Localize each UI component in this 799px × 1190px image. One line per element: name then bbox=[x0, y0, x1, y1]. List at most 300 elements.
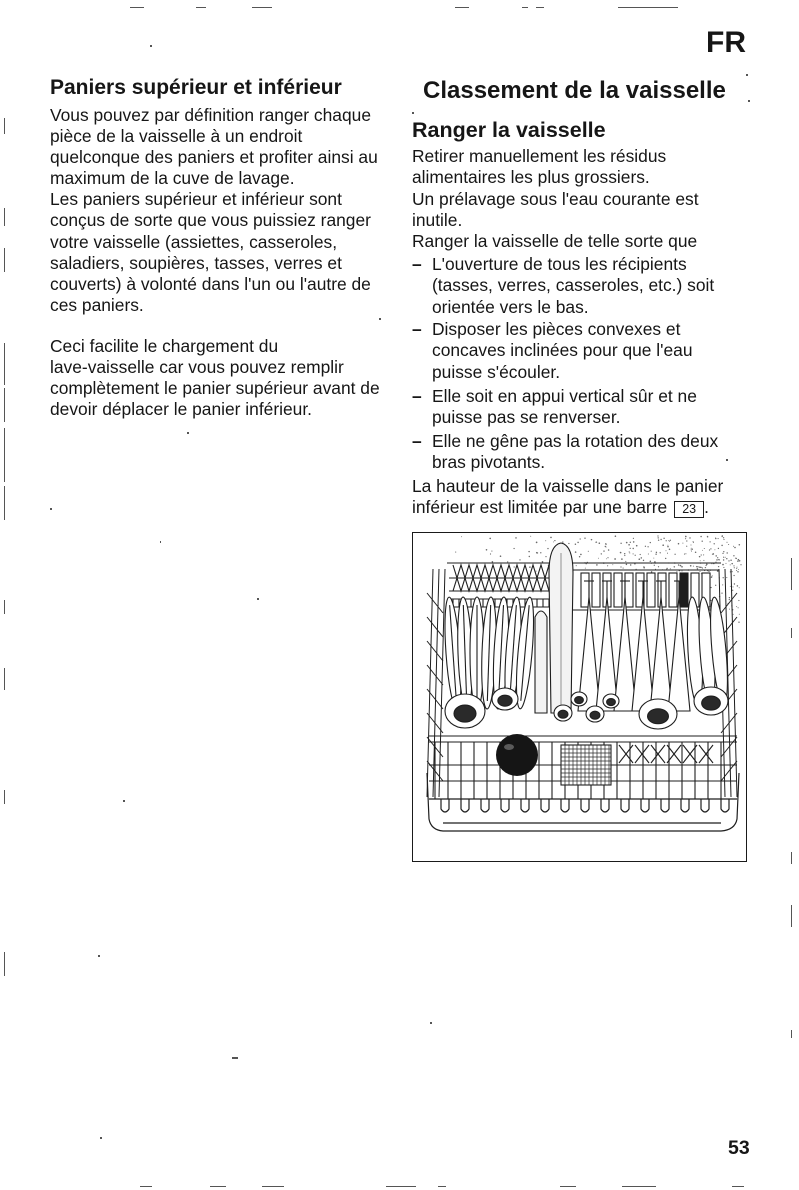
stipple-dot bbox=[728, 560, 729, 561]
stipple-dot bbox=[638, 558, 640, 560]
stipple-dot bbox=[726, 542, 727, 543]
stipple-dot bbox=[529, 556, 530, 557]
scan-artifact bbox=[412, 112, 414, 114]
paragraph-line: maximum de la cuve de lavage. bbox=[50, 168, 295, 189]
paragraph-line: quelconque des paniers et profiter ainsi au bbox=[50, 147, 378, 168]
stipple-dot bbox=[507, 561, 508, 562]
stipple-dot bbox=[736, 570, 737, 571]
stipple-dot bbox=[629, 551, 630, 552]
stipple-dot bbox=[605, 546, 606, 547]
stipple-dot bbox=[714, 549, 715, 550]
scan-artifact bbox=[4, 952, 5, 976]
stipple-dot bbox=[701, 554, 702, 555]
scan-artifact bbox=[232, 1057, 238, 1059]
bullet-line: concaves inclinées pour que l'eau bbox=[432, 340, 693, 361]
stipple-dot bbox=[554, 540, 555, 541]
stipple-dot bbox=[568, 543, 569, 544]
scan-artifact bbox=[522, 7, 528, 8]
scan-artifact bbox=[536, 7, 544, 8]
stipple-dot bbox=[728, 544, 729, 545]
cup-interior bbox=[498, 695, 512, 706]
stipple-dot bbox=[632, 548, 633, 549]
stipple-dot bbox=[575, 543, 576, 544]
stipple-dot bbox=[486, 549, 488, 551]
paragraph-line bbox=[412, 497, 723, 518]
glass bbox=[650, 597, 672, 711]
stipple-dot bbox=[726, 552, 727, 553]
scan-artifact bbox=[732, 1186, 744, 1187]
cup-interior bbox=[558, 710, 568, 718]
bullet-item bbox=[412, 319, 742, 383]
stipple-dot bbox=[615, 535, 617, 537]
stipple-dot bbox=[630, 564, 631, 565]
paragraph-line: Ranger la vaisselle de telle sorte que bbox=[412, 231, 698, 252]
stipple-dot bbox=[607, 557, 608, 558]
stipple-dot bbox=[623, 568, 624, 569]
scan-artifact bbox=[100, 1137, 102, 1139]
scan-artifact bbox=[438, 1186, 446, 1187]
stipple-dot bbox=[650, 542, 651, 543]
stipple-dot bbox=[692, 548, 693, 549]
stipple-dot bbox=[699, 566, 701, 568]
stipple-dot bbox=[665, 558, 666, 559]
left-side-wire bbox=[427, 593, 443, 613]
stipple-dot bbox=[603, 550, 604, 551]
scan-artifact bbox=[746, 74, 748, 76]
stipple-dot bbox=[514, 566, 515, 567]
stipple-dot bbox=[691, 545, 692, 546]
stipple-dot bbox=[536, 542, 538, 544]
basket-foot bbox=[481, 799, 489, 812]
stipple-dot bbox=[624, 553, 625, 554]
cup-interior bbox=[607, 699, 616, 706]
stipple-dot bbox=[676, 571, 677, 572]
scan-artifact bbox=[386, 1186, 416, 1187]
subheading-arranging: Ranger la vaisselle bbox=[412, 118, 606, 142]
scan-artifact bbox=[196, 7, 206, 8]
stipple-dot bbox=[739, 544, 741, 546]
stipple-dot bbox=[599, 542, 601, 544]
stipple-dot bbox=[721, 592, 722, 593]
stipple-dot bbox=[657, 535, 658, 536]
stipple-dot bbox=[685, 538, 686, 539]
stipple-dot bbox=[738, 569, 739, 570]
stipple-dot bbox=[693, 566, 694, 567]
bullet-line: puisse pas se renverser. bbox=[432, 407, 621, 428]
stipple-dot bbox=[737, 571, 739, 573]
stipple-dot bbox=[715, 585, 716, 586]
scan-artifact bbox=[560, 1186, 576, 1187]
stipple-dot bbox=[734, 583, 735, 584]
stipple-dot bbox=[736, 558, 737, 559]
scan-artifact bbox=[160, 541, 161, 543]
stipple-dot bbox=[691, 549, 692, 550]
stipple-dot bbox=[723, 567, 724, 568]
stipple-dot bbox=[540, 552, 541, 553]
stipple-dot bbox=[697, 566, 698, 567]
right-side-wire bbox=[721, 761, 737, 781]
stipple-dot bbox=[651, 551, 652, 552]
scan-artifact bbox=[4, 248, 5, 272]
stipple-dot bbox=[490, 553, 491, 554]
stipple-dot bbox=[682, 543, 683, 544]
back-rack-slot bbox=[647, 573, 655, 607]
stipple-dot bbox=[576, 565, 577, 566]
stipple-dot bbox=[606, 544, 607, 545]
stipple-dot bbox=[591, 539, 593, 541]
bullet-dash: – bbox=[412, 319, 422, 339]
section-heading-loading: Classement de la vaisselle bbox=[423, 77, 726, 104]
stipple-dot bbox=[730, 559, 731, 560]
stipple-dot bbox=[666, 540, 667, 541]
language-tag: FR bbox=[706, 26, 746, 59]
bullet-text bbox=[432, 254, 742, 318]
stipple-dot bbox=[633, 541, 635, 543]
stipple-dot bbox=[715, 555, 717, 557]
stipple-dot bbox=[620, 552, 622, 554]
stipple-dot bbox=[621, 558, 623, 560]
bullet-line: puisse s'écouler. bbox=[432, 361, 561, 382]
stipple-dot bbox=[519, 559, 520, 560]
stipple-dot bbox=[620, 566, 621, 567]
basket-foot bbox=[681, 799, 689, 812]
stipple-dot bbox=[699, 571, 700, 572]
scan-artifact bbox=[379, 318, 381, 320]
basket-foot bbox=[561, 799, 569, 812]
glass bbox=[614, 597, 636, 711]
stipple-dot bbox=[678, 564, 680, 566]
stipple-dot bbox=[633, 553, 634, 554]
paragraph-line: lave-vaisselle car vous pouvez remplir bbox=[50, 357, 344, 378]
stipple-dot bbox=[697, 568, 698, 569]
stipple-dot bbox=[492, 561, 494, 563]
stipple-dot bbox=[702, 550, 703, 551]
stipple-dot bbox=[537, 552, 538, 553]
stipple-dot bbox=[725, 563, 726, 564]
basket-foot bbox=[521, 799, 529, 812]
scan-artifact bbox=[4, 208, 5, 226]
stipple-dot bbox=[588, 551, 589, 552]
bullet-line: Elle soit en appui vertical sûr et ne bbox=[432, 386, 697, 406]
stipple-dot bbox=[667, 553, 668, 554]
stipple-dot bbox=[706, 564, 708, 566]
stipple-dot bbox=[738, 607, 739, 608]
basket-foot bbox=[441, 799, 449, 812]
stipple-dot bbox=[721, 545, 723, 547]
bullet-text bbox=[432, 319, 742, 383]
stipple-dot bbox=[700, 567, 701, 568]
stipple-dot bbox=[732, 571, 733, 572]
stipple-dot bbox=[700, 536, 702, 538]
stipple-dot bbox=[736, 567, 737, 568]
scan-artifact bbox=[791, 852, 792, 864]
scan-artifact bbox=[618, 7, 678, 8]
scan-artifact bbox=[252, 7, 272, 8]
stipple-dot bbox=[733, 565, 734, 566]
scan-artifact bbox=[430, 1022, 432, 1024]
stipple-dot bbox=[729, 597, 730, 598]
stipple-dot bbox=[722, 553, 723, 554]
stipple-dot bbox=[685, 553, 686, 554]
stipple-dot bbox=[580, 554, 582, 556]
stipple-dot bbox=[684, 554, 685, 555]
stipple-dot bbox=[703, 554, 704, 555]
height-limit-paragraph bbox=[412, 476, 723, 519]
figure-frame bbox=[412, 532, 747, 862]
stipple-dot bbox=[666, 550, 667, 551]
paragraph-line: couverts) à volonté dans l'un ou l'autre de bbox=[50, 273, 371, 294]
scan-artifact bbox=[748, 100, 750, 102]
basket-foot bbox=[461, 799, 469, 812]
stipple-dot bbox=[718, 566, 719, 567]
stipple-dot bbox=[624, 555, 625, 556]
stipple-dot bbox=[714, 543, 715, 544]
paragraph-line: conçus de sorte que vous puissiez ranger bbox=[50, 210, 371, 231]
scan-artifact bbox=[791, 905, 792, 927]
stipple-dot bbox=[553, 541, 554, 542]
stipple-dot bbox=[620, 543, 621, 544]
stipple-dot bbox=[740, 564, 741, 565]
stipple-dot bbox=[542, 561, 544, 563]
stipple-dot bbox=[733, 614, 734, 615]
stipple-dot bbox=[669, 541, 670, 542]
basket-foot bbox=[581, 799, 589, 812]
stipple-dot bbox=[703, 560, 704, 561]
stipple-dot bbox=[685, 536, 687, 538]
stipple-dot bbox=[696, 566, 698, 568]
stipple-dot bbox=[545, 540, 546, 541]
stipple-dot bbox=[709, 541, 710, 542]
stipple-dot bbox=[730, 586, 731, 587]
stipple-dot bbox=[601, 553, 602, 554]
bullet-line: bras pivotants. bbox=[432, 452, 546, 473]
loading-intro-paragraph bbox=[412, 146, 699, 252]
bottle bbox=[535, 611, 547, 713]
paragraph-line: alimentaires les plus grossiers. bbox=[412, 167, 650, 188]
line-end-punctuation: . bbox=[704, 497, 709, 518]
stipple-dot bbox=[733, 555, 734, 556]
left-side-wire bbox=[427, 617, 443, 637]
stipple-dot bbox=[667, 545, 668, 546]
stipple-dot bbox=[489, 538, 491, 540]
stipple-dot bbox=[658, 566, 659, 567]
bullet-item bbox=[412, 431, 742, 474]
stipple-dot bbox=[710, 548, 711, 549]
glass bbox=[668, 597, 690, 711]
stipple-dot bbox=[718, 548, 719, 549]
stipple-dot bbox=[713, 553, 714, 554]
paragraph-line: ces paniers. bbox=[50, 294, 144, 315]
page-number: 53 bbox=[728, 1137, 750, 1159]
stipple-dot bbox=[660, 539, 661, 540]
stipple-dot bbox=[716, 559, 718, 561]
stipple-dot bbox=[648, 553, 649, 554]
baskets-paragraph-2 bbox=[50, 336, 380, 420]
stipple-dot bbox=[461, 536, 462, 537]
stipple-dot bbox=[643, 566, 644, 567]
paragraph-line: La hauteur de la vaisselle dans le panier bbox=[412, 476, 724, 496]
stipple-dot bbox=[513, 548, 514, 549]
bullet-line: Elle ne gêne pas la rotation des deux bbox=[432, 431, 719, 451]
scan-artifact bbox=[123, 800, 125, 802]
stipple-dot bbox=[739, 587, 740, 588]
scan-artifact bbox=[98, 955, 100, 957]
bullet-dash: – bbox=[412, 386, 422, 406]
stipple-dot bbox=[732, 590, 733, 591]
stipple-dot bbox=[528, 551, 529, 552]
bullet-dash: – bbox=[412, 254, 422, 274]
stipple-dot bbox=[708, 571, 709, 572]
stipple-dot bbox=[674, 566, 675, 567]
dishwasher-lower-basket-illustration bbox=[413, 533, 745, 860]
stipple-dot bbox=[643, 560, 644, 561]
back-rack-slot bbox=[680, 573, 688, 607]
back-rack-slot bbox=[669, 573, 677, 607]
stipple-dot bbox=[630, 542, 631, 543]
right-side-wire bbox=[721, 593, 737, 613]
stipple-dot bbox=[723, 577, 724, 578]
stipple-dot bbox=[651, 571, 653, 573]
stipple-dot bbox=[722, 564, 724, 566]
stipple-dot bbox=[500, 555, 502, 557]
cup-interior bbox=[702, 696, 721, 710]
stipple-dot bbox=[691, 551, 692, 552]
glass bbox=[596, 597, 618, 711]
paragraph-line: complètement le panier supérieur avant de bbox=[50, 378, 380, 399]
stipple-dot bbox=[739, 614, 740, 615]
scan-artifact bbox=[187, 432, 189, 434]
stipple-dot bbox=[690, 565, 692, 567]
stipple-dot bbox=[550, 537, 552, 539]
scan-artifact bbox=[4, 118, 5, 134]
bullet-text bbox=[432, 431, 742, 474]
stipple-dot bbox=[734, 547, 736, 549]
stipple-dot bbox=[536, 571, 537, 572]
stipple-dot bbox=[723, 551, 724, 552]
paragraph-line: inutile. bbox=[412, 209, 463, 230]
stipple-dot bbox=[658, 537, 659, 538]
stipple-dot bbox=[726, 577, 727, 578]
stipple-dot bbox=[682, 571, 683, 572]
cutlery-basket bbox=[561, 745, 611, 785]
scan-artifact bbox=[791, 558, 792, 590]
stipple-dot bbox=[733, 546, 734, 547]
basket-foot bbox=[621, 799, 629, 812]
scan-artifact bbox=[50, 508, 52, 510]
stipple-dot bbox=[715, 537, 716, 538]
stipple-dot bbox=[734, 567, 735, 568]
stipple-dot bbox=[667, 546, 669, 548]
paragraph-line: Les paniers supérieur et inférieur sont bbox=[50, 189, 342, 210]
stipple-dot bbox=[670, 568, 671, 569]
glass bbox=[632, 597, 654, 711]
back-rack-slot bbox=[625, 573, 633, 607]
paragraph-line: pièce de la vaisselle à un endroit bbox=[50, 126, 303, 147]
stipple-dot bbox=[723, 557, 724, 558]
stipple-dot bbox=[707, 536, 708, 537]
paragraph-line: Vous pouvez par définition ranger chaque bbox=[50, 105, 371, 125]
stipple-dot bbox=[614, 558, 616, 560]
stipple-dot bbox=[653, 558, 654, 559]
stipple-dot bbox=[640, 554, 641, 555]
scan-artifact bbox=[791, 628, 792, 638]
basket-foot bbox=[541, 799, 549, 812]
stipple-dot bbox=[584, 537, 585, 538]
paragraph-line: Un prélavage sous l'eau courante est bbox=[412, 188, 699, 209]
stipple-dot bbox=[636, 545, 638, 547]
stipple-dot bbox=[723, 539, 724, 540]
stipple-dot bbox=[545, 556, 546, 557]
bullet-line: (tasses, verres, casseroles, etc.) soit bbox=[432, 275, 715, 296]
stipple-dot bbox=[626, 542, 628, 544]
stipple-dot bbox=[686, 546, 687, 547]
cup-interior bbox=[590, 711, 600, 719]
paragraph-line: Ceci facilite le chargement du bbox=[50, 336, 279, 356]
bullet-item bbox=[412, 254, 742, 318]
vase-and-bottle bbox=[535, 543, 573, 713]
stipple-dot bbox=[706, 565, 707, 566]
bullet-line: Disposer les pièces convexes et bbox=[432, 319, 681, 339]
stipple-dot bbox=[691, 548, 692, 549]
stipple-dot bbox=[719, 559, 720, 560]
cup-interior bbox=[575, 697, 584, 704]
stipple-dot bbox=[595, 542, 596, 543]
stipple-dot bbox=[515, 537, 517, 539]
scan-artifact bbox=[140, 1186, 152, 1187]
basket-foot bbox=[501, 799, 509, 812]
stipple-dot bbox=[709, 608, 710, 609]
stipple-dot bbox=[530, 536, 531, 537]
left-side-wire bbox=[433, 569, 439, 797]
basket-foot bbox=[661, 799, 669, 812]
left-side-wire bbox=[427, 665, 443, 685]
stipple-dot bbox=[732, 586, 733, 587]
basket-foot bbox=[601, 799, 609, 812]
stipple-dot bbox=[635, 555, 636, 556]
stipple-dot bbox=[575, 551, 577, 553]
stipple-dot bbox=[723, 537, 724, 538]
scan-artifact bbox=[4, 486, 5, 520]
stipple-dot bbox=[736, 568, 737, 569]
stipple-dot bbox=[695, 552, 697, 554]
stipple-dot bbox=[702, 541, 703, 542]
stipple-dot bbox=[596, 564, 598, 566]
stipple-dot bbox=[730, 564, 731, 565]
scan-artifact bbox=[4, 388, 5, 422]
bullet-line: orientée vers le bas. bbox=[432, 296, 589, 317]
stipple-dot bbox=[693, 542, 694, 543]
scan-artifact bbox=[4, 600, 5, 614]
stipple-dot bbox=[669, 549, 671, 551]
stipple-dot bbox=[737, 560, 739, 562]
stipple-dot bbox=[641, 557, 643, 559]
stipple-dot bbox=[666, 568, 667, 569]
stipple-dot bbox=[674, 554, 675, 555]
stipple-dot bbox=[726, 558, 727, 559]
stipple-dot bbox=[738, 621, 739, 622]
scan-artifact bbox=[455, 7, 469, 8]
basket-foot bbox=[641, 799, 649, 812]
stipple-dot bbox=[547, 548, 548, 549]
back-rack-slot bbox=[614, 573, 622, 607]
stipple-dot bbox=[647, 546, 648, 547]
stipple-dot bbox=[663, 538, 664, 539]
stipple-dot bbox=[660, 552, 661, 553]
stipple-dot bbox=[608, 549, 610, 551]
stipple-dot bbox=[630, 548, 631, 549]
stipple-dot bbox=[655, 553, 656, 554]
line-text: inférieur est limitée par une barre bbox=[412, 497, 668, 518]
